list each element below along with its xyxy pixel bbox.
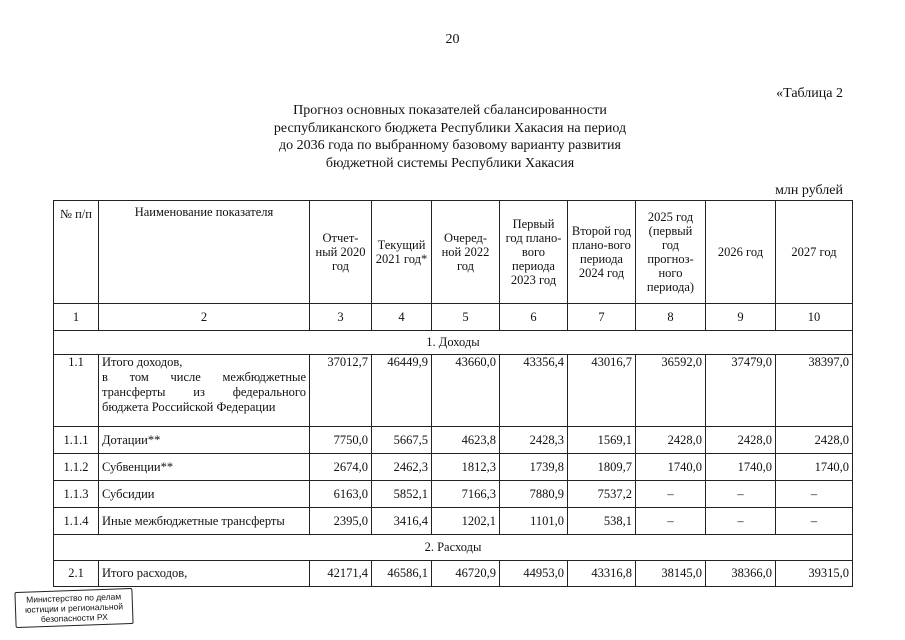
cell-value: 43660,0: [432, 355, 500, 427]
cell-value: 1740,0: [776, 454, 853, 481]
cell-value: 38397,0: [776, 355, 853, 427]
cell-value: 46586,1: [372, 561, 432, 587]
cell-value: 2428,0: [706, 427, 776, 454]
budget-table: [53, 200, 853, 587]
page-number: 20: [445, 32, 460, 47]
cell-value: 2428,3: [500, 427, 568, 454]
cell-value: 3416,4: [372, 508, 432, 535]
cell-value: 5667,5: [372, 427, 432, 454]
table-row: [54, 561, 853, 587]
row-name: [99, 355, 310, 427]
header-col-9: 2026 год: [706, 201, 776, 304]
row-name: Дотации**: [99, 427, 310, 454]
cell-value: 4623,8: [432, 427, 500, 454]
cell-dash: –: [636, 481, 706, 508]
header-col-7: Второй год плано-вого периода 2024 год: [568, 201, 636, 304]
cell-value: 1569,1: [568, 427, 636, 454]
cell-value: 2462,3: [372, 454, 432, 481]
column-number: 10: [776, 304, 853, 331]
units-label: млн рублей: [775, 183, 843, 198]
cell-value: 36592,0: [636, 355, 706, 427]
cell-value: 2428,0: [776, 427, 853, 454]
column-number: 1: [54, 304, 99, 331]
table-row: [54, 427, 853, 454]
column-number: 3: [310, 304, 372, 331]
row-number: 2.1: [54, 561, 99, 587]
column-number: 6: [500, 304, 568, 331]
table-row: [54, 508, 853, 535]
table-label: «Таблица 2: [776, 86, 843, 101]
row-number: 1.1.1: [54, 427, 99, 454]
title-line: до 2036 года по выбранному базовому варианту развития: [279, 138, 621, 153]
column-number: 7: [568, 304, 636, 331]
section-title: 2. Расходы: [54, 535, 853, 561]
header-num: № п/п: [54, 201, 99, 304]
cell-value: 7880,9: [500, 481, 568, 508]
table-row: [54, 454, 853, 481]
row-name: Итого расходов,: [99, 561, 310, 587]
cell-value: 1202,1: [432, 508, 500, 535]
header-col-8: 2025 год (первый год прогноз-ного периода): [636, 201, 706, 304]
table-row: [54, 355, 853, 427]
cell-dash: –: [776, 481, 853, 508]
column-number-row: [54, 304, 853, 331]
header-row: [54, 201, 853, 304]
header-col-4: Текущий 2021 год*: [372, 201, 432, 304]
cell-value: 6163,0: [310, 481, 372, 508]
cell-value: 46449,9: [372, 355, 432, 427]
ministry-stamp: [14, 588, 133, 628]
stamp-line: безопасности РХ: [40, 611, 109, 625]
cell-value: 38366,0: [706, 561, 776, 587]
cell-value: 1809,7: [568, 454, 636, 481]
row-name: Субвенции**: [99, 454, 310, 481]
document-title: [220, 102, 680, 172]
cell-value: 43356,4: [500, 355, 568, 427]
column-number: 5: [432, 304, 500, 331]
cell-value: 39315,0: [776, 561, 853, 587]
column-number: 2: [99, 304, 310, 331]
cell-value: 2395,0: [310, 508, 372, 535]
header-col-6: Первый год плано-вого периода 2023 год: [500, 201, 568, 304]
cell-value: 1740,0: [706, 454, 776, 481]
header-col-5: Очеред-ной 2022 год: [432, 201, 500, 304]
title-line: республиканского бюджета Республики Хакасия на период: [273, 120, 627, 136]
cell-dash: –: [776, 508, 853, 535]
header-col-10: 2027 год: [776, 201, 853, 304]
cell-value: 43316,8: [568, 561, 636, 587]
section-row-expenses: [54, 535, 853, 561]
cell-value: 43016,7: [568, 355, 636, 427]
title-line: Прогноз основных показателей сбалансированности: [293, 103, 607, 118]
row-number: 1.1.3: [54, 481, 99, 508]
row-name: Субсидии: [99, 481, 310, 508]
title-line: бюджетной системы Республики Хакасия: [325, 155, 575, 171]
cell-value: 7750,0: [310, 427, 372, 454]
table-row: [54, 481, 853, 508]
cell-value: 5852,1: [372, 481, 432, 508]
cell-value: 2428,0: [636, 427, 706, 454]
cell-value: 37012,7: [310, 355, 372, 427]
column-number: 4: [372, 304, 432, 331]
cell-value: 42171,4: [310, 561, 372, 587]
cell-value: 7166,3: [432, 481, 500, 508]
cell-value: 1101,0: [500, 508, 568, 535]
cell-value: 538,1: [568, 508, 636, 535]
section-row-income: [54, 331, 853, 355]
stamp-line: юстиции и региональной: [24, 601, 124, 615]
cell-value: 1739,8: [500, 454, 568, 481]
row-name: Иные межбюджетные трансферты: [99, 508, 310, 535]
row-name-line: Итого доходов,: [102, 355, 183, 369]
cell-value: 7537,2: [568, 481, 636, 508]
cell-value: 37479,0: [706, 355, 776, 427]
row-name-continuation: в том числе межбюджетные трансферты из федерального бюджета Российской Федерации: [102, 370, 306, 414]
cell-value: 2674,0: [310, 454, 372, 481]
header-col-3: Отчет-ный 2020 год: [310, 201, 372, 304]
row-number: 1.1: [54, 355, 99, 427]
cell-value: 44953,0: [500, 561, 568, 587]
cell-value: 38145,0: [636, 561, 706, 587]
cell-value: 1812,3: [432, 454, 500, 481]
column-number: 8: [636, 304, 706, 331]
cell-value: 46720,9: [432, 561, 500, 587]
row-number: 1.1.4: [54, 508, 99, 535]
section-title: 1. Доходы: [54, 331, 853, 355]
header-name: Наименование показателя: [99, 201, 310, 304]
stamp-line: Министерство по делам: [25, 591, 122, 605]
cell-dash: –: [706, 508, 776, 535]
row-number: 1.1.2: [54, 454, 99, 481]
cell-dash: –: [706, 481, 776, 508]
cell-value: 1740,0: [636, 454, 706, 481]
cell-dash: –: [636, 508, 706, 535]
column-number: 9: [706, 304, 776, 331]
